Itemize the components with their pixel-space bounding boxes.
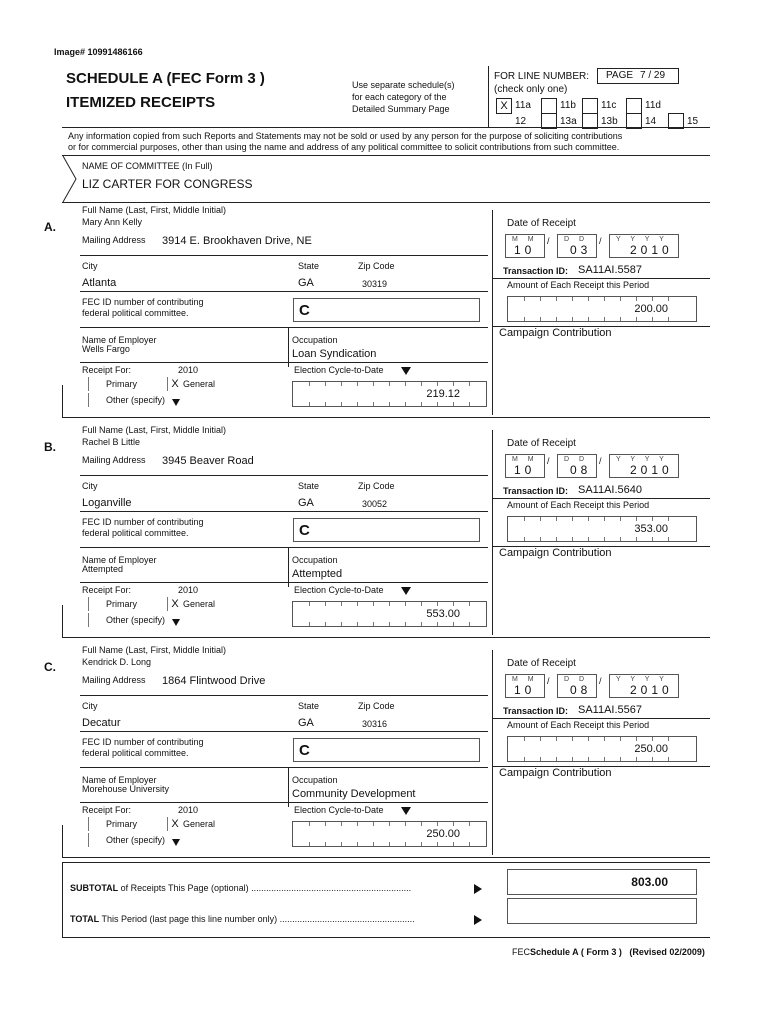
date-yyyy-label: Y Y Y Y bbox=[616, 236, 668, 243]
transaction-id-label: Transaction ID: bbox=[503, 486, 569, 496]
address-rule bbox=[80, 695, 488, 696]
date-dd-label: D D bbox=[564, 236, 589, 243]
general-label: General bbox=[183, 819, 216, 829]
subtotal-arrow-icon bbox=[474, 884, 482, 894]
employer-divider bbox=[288, 767, 289, 807]
line-11d-label: 11d bbox=[645, 100, 661, 111]
transaction-rule bbox=[492, 718, 710, 719]
subtotal-field[interactable] bbox=[507, 869, 697, 895]
occupation-label: Occupation bbox=[292, 775, 338, 785]
date-month-field[interactable] bbox=[505, 674, 545, 698]
full-name-label: Full Name (Last, First, Middle Initial) bbox=[82, 425, 227, 435]
election-cycle-dropdown-icon[interactable] bbox=[401, 807, 411, 815]
date-dd-label: D D bbox=[564, 676, 589, 683]
schedule-subtitle: ITEMIZED RECEIPTS bbox=[66, 94, 216, 111]
entry-left-rule bbox=[62, 825, 63, 857]
receipt-for-label: Receipt For: bbox=[82, 805, 132, 815]
total-label: TOTAL This Period (last page this line number only) ...................................................... bbox=[70, 914, 415, 924]
employer-label: Name of Employer bbox=[82, 775, 157, 785]
fec-id-label-2: federal political committee. bbox=[82, 308, 189, 318]
date-sep: / bbox=[547, 676, 550, 686]
city-label: City bbox=[82, 481, 98, 491]
fec-id-label-2: federal political committee. bbox=[82, 748, 189, 758]
election-cycle-dropdown-icon[interactable] bbox=[401, 367, 411, 375]
line-13b-label: 13b bbox=[601, 116, 618, 127]
cycle-to-date-value: 219.12 bbox=[426, 388, 460, 400]
date-month: 10 bbox=[514, 463, 536, 477]
page-label: PAGE bbox=[606, 70, 634, 81]
entry-bottom-rule bbox=[62, 417, 710, 418]
amount-value: 250.00 bbox=[634, 743, 668, 755]
mailing-address-value: 3914 E. Brookhaven Drive, NE bbox=[162, 235, 312, 247]
for-line-number-label: FOR LINE NUMBER: bbox=[494, 71, 590, 82]
mailing-address-label: Mailing Address bbox=[82, 455, 146, 465]
fec-id-field[interactable] bbox=[293, 738, 480, 762]
occupation-value: Attempted bbox=[292, 568, 343, 580]
subtotal-label: SUBTOTAL of Receipts This Page (optional) ................................................................ bbox=[70, 883, 412, 893]
zip-label: Zip Code bbox=[358, 481, 395, 491]
date-day: 08 bbox=[570, 463, 592, 477]
date-day-field[interactable] bbox=[557, 234, 597, 258]
contributor-name: Kendrick D. Long bbox=[82, 657, 152, 667]
other-dropdown-icon[interactable] bbox=[172, 839, 180, 846]
fec-rule bbox=[80, 327, 488, 328]
date-month-field[interactable] bbox=[505, 234, 545, 258]
other-label: Other (specify) bbox=[106, 835, 166, 845]
date-mm-label: M M bbox=[512, 456, 538, 463]
date-of-receipt-label: Date of Receipt bbox=[507, 658, 576, 669]
committee-chevron-icon bbox=[62, 155, 82, 203]
amount-field[interactable] bbox=[507, 296, 697, 322]
disclaimer-line-2: or for commercial purposes, other than using the name and address of any political committee to solicit contributions from such committee. bbox=[68, 142, 620, 152]
transaction-id-value: SA11AI.5567 bbox=[578, 704, 643, 716]
total-field[interactable] bbox=[507, 898, 697, 924]
entry-left-rule bbox=[62, 605, 63, 637]
amount-value: 353.00 bbox=[634, 523, 668, 535]
date-sep: / bbox=[547, 236, 550, 246]
transaction-id-value: SA11AI.5587 bbox=[578, 264, 643, 276]
line-15-label: 15 bbox=[687, 116, 699, 127]
occupation-value: Community Development bbox=[292, 788, 416, 800]
check-only-one: (check only one) bbox=[494, 84, 568, 95]
zip-value: 30316 bbox=[362, 719, 388, 729]
entry-bottom-rule bbox=[62, 857, 710, 858]
zip-label: Zip Code bbox=[358, 701, 395, 711]
fec-id-label-1: FEC ID number of contributing bbox=[82, 297, 204, 307]
fec-rule bbox=[80, 767, 488, 768]
totals-bottom-rule bbox=[62, 937, 710, 938]
header-bottom-rule bbox=[62, 127, 710, 128]
date-year-field[interactable] bbox=[609, 454, 679, 478]
date-mm-label: M M bbox=[512, 236, 538, 243]
line-11a-checkbox[interactable]: X bbox=[496, 98, 512, 114]
amount-label: Amount of Each Receipt this Period bbox=[507, 500, 650, 510]
instruction-line-1: Use separate schedule(s) bbox=[352, 80, 455, 90]
amount-value: 200.00 bbox=[634, 303, 668, 315]
date-month: 10 bbox=[514, 683, 536, 697]
line-11c-label: 11c bbox=[601, 100, 617, 111]
occupation-label: Occupation bbox=[292, 335, 338, 345]
contributor-name: Rachel B Little bbox=[82, 437, 141, 447]
city-value: Atlanta bbox=[82, 277, 117, 289]
date-of-receipt-label: Date of Receipt bbox=[507, 438, 576, 449]
amount-field[interactable] bbox=[507, 516, 697, 542]
committee-name: LIZ CARTER FOR CONGRESS bbox=[82, 177, 253, 191]
date-sep: / bbox=[599, 236, 602, 246]
right-column-divider bbox=[492, 650, 493, 855]
city-rule bbox=[80, 291, 488, 292]
employer-value: Wells Fargo bbox=[82, 344, 130, 354]
committee-label: NAME OF COMMITTEE (In Full) bbox=[82, 161, 213, 171]
state-value: GA bbox=[298, 717, 314, 729]
other-label: Other (specify) bbox=[106, 395, 166, 405]
fec-id-label-1: FEC ID number of contributing bbox=[82, 737, 204, 747]
date-day: 03 bbox=[570, 243, 592, 257]
cycle-to-date-field[interactable] bbox=[292, 821, 487, 847]
primary-checkbox[interactable] bbox=[88, 817, 103, 831]
right-column-divider bbox=[492, 430, 493, 635]
right-column-divider bbox=[492, 210, 493, 415]
general-checkbox[interactable]: X bbox=[167, 597, 182, 611]
line-11b-checkbox[interactable] bbox=[541, 98, 557, 114]
primary-label: Primary bbox=[106, 379, 137, 389]
line-11c-checkbox[interactable] bbox=[582, 98, 598, 114]
fec-id-prefix: C bbox=[299, 302, 310, 319]
zip-label: Zip Code bbox=[358, 261, 395, 271]
fec-id-label-2: federal political committee. bbox=[82, 528, 189, 538]
date-yyyy-label: Y Y Y Y bbox=[616, 456, 668, 463]
date-mm-label: M M bbox=[512, 676, 538, 683]
date-yyyy-label: Y Y Y Y bbox=[616, 676, 668, 683]
state-label: State bbox=[298, 481, 320, 491]
primary-label: Primary bbox=[106, 599, 137, 609]
amount-field[interactable] bbox=[507, 736, 697, 762]
employer-label: Name of Employer bbox=[82, 555, 157, 565]
city-value: Loganville bbox=[82, 497, 132, 509]
committee-bottom-rule bbox=[62, 202, 710, 203]
state-value: GA bbox=[298, 277, 314, 289]
entry-bottom-rule bbox=[62, 637, 710, 638]
transaction-rule bbox=[492, 278, 710, 279]
date-day: 08 bbox=[570, 683, 592, 697]
date-month-field[interactable] bbox=[505, 454, 545, 478]
cycle-to-date-field[interactable] bbox=[292, 381, 487, 407]
occupation-label: Occupation bbox=[292, 555, 338, 565]
entry-letter: B. bbox=[44, 440, 56, 454]
cycle-to-date-field[interactable] bbox=[292, 601, 487, 627]
line-11b-label: 11b bbox=[560, 100, 576, 111]
memo-text: Campaign Contribution bbox=[499, 547, 612, 559]
receipt-for-label: Receipt For: bbox=[82, 585, 132, 595]
amount-label: Amount of Each Receipt this Period bbox=[507, 720, 650, 730]
totals-top-rule bbox=[62, 862, 710, 863]
employer-rule bbox=[80, 362, 488, 363]
receipt-year: 2010 bbox=[178, 585, 199, 595]
election-cycle-dropdown-icon[interactable] bbox=[401, 587, 411, 595]
fec-rule bbox=[80, 547, 488, 548]
general-checkbox[interactable]: X bbox=[167, 817, 182, 831]
line-14-label: 14 bbox=[645, 116, 657, 127]
schedule-title: SCHEDULE A (FEC Form 3 ) bbox=[66, 70, 265, 87]
transaction-rule bbox=[492, 498, 710, 499]
totals-left-rule bbox=[62, 862, 63, 937]
line-11a-label: 11a bbox=[515, 100, 531, 111]
mailing-address-value: 3945 Beaver Road bbox=[162, 455, 254, 467]
mailing-address-label: Mailing Address bbox=[82, 675, 146, 685]
employer-value: Attempted bbox=[82, 564, 124, 574]
state-label: State bbox=[298, 701, 320, 711]
entry-left-rule bbox=[62, 385, 63, 417]
other-label: Other (specify) bbox=[106, 615, 166, 625]
committee-top-rule bbox=[62, 155, 710, 156]
date-dd-label: D D bbox=[564, 456, 589, 463]
election-cycle-label: Election Cycle-to-Date bbox=[294, 585, 384, 595]
instruction-line-2: for each category of the bbox=[352, 92, 447, 102]
page-value: 7 / 29 bbox=[640, 70, 666, 81]
city-label: City bbox=[82, 261, 98, 271]
fec-id-field[interactable] bbox=[293, 298, 480, 322]
address-rule bbox=[80, 475, 488, 476]
date-day-field[interactable] bbox=[557, 454, 597, 478]
employer-divider bbox=[288, 327, 289, 367]
date-year-field[interactable] bbox=[609, 234, 679, 258]
primary-checkbox[interactable] bbox=[88, 377, 103, 391]
mailing-address-label: Mailing Address bbox=[82, 235, 146, 245]
general-checkbox[interactable]: X bbox=[167, 377, 182, 391]
header-divider bbox=[488, 66, 489, 127]
fec-id-field[interactable] bbox=[293, 518, 480, 542]
date-year: 2010 bbox=[630, 463, 673, 477]
amount-label: Amount of Each Receipt this Period bbox=[507, 280, 650, 290]
other-dropdown-icon[interactable] bbox=[172, 619, 180, 626]
date-month: 10 bbox=[514, 243, 536, 257]
occupation-value: Loan Syndication bbox=[292, 348, 377, 360]
full-name-label: Full Name (Last, First, Middle Initial) bbox=[82, 205, 227, 215]
cycle-to-date-value: 250.00 bbox=[426, 828, 460, 840]
date-sep: / bbox=[599, 456, 602, 466]
transaction-id-label: Transaction ID: bbox=[503, 706, 569, 716]
page-box bbox=[597, 68, 679, 84]
general-label: General bbox=[183, 379, 216, 389]
date-sep: / bbox=[547, 456, 550, 466]
city-rule bbox=[80, 511, 488, 512]
instruction-line-3: Detailed Summary Page bbox=[352, 104, 450, 114]
date-of-receipt-label: Date of Receipt bbox=[507, 218, 576, 229]
other-checkbox[interactable] bbox=[88, 393, 103, 407]
state-value: GA bbox=[298, 497, 314, 509]
memo-text: Campaign Contribution bbox=[499, 767, 612, 779]
transaction-id-label: Transaction ID: bbox=[503, 266, 569, 276]
transaction-id-value: SA11AI.5640 bbox=[578, 484, 643, 496]
receipt-year: 2010 bbox=[178, 365, 199, 375]
employer-value: Morehouse University bbox=[82, 784, 170, 794]
line-13a-label: 13a bbox=[560, 116, 577, 127]
contributor-name: Mary Ann Kelly bbox=[82, 217, 143, 227]
date-day-field[interactable] bbox=[557, 674, 597, 698]
total-arrow-icon bbox=[474, 915, 482, 925]
other-dropdown-icon[interactable] bbox=[172, 399, 180, 406]
image-id: Image# 10991486166 bbox=[54, 47, 143, 57]
fec-id-prefix: C bbox=[299, 522, 310, 539]
other-checkbox[interactable] bbox=[88, 613, 103, 627]
cycle-to-date-value: 553.00 bbox=[426, 608, 460, 620]
date-year: 2010 bbox=[630, 683, 673, 697]
other-checkbox[interactable] bbox=[88, 833, 103, 847]
city-value: Decatur bbox=[82, 717, 121, 729]
election-cycle-label: Election Cycle-to-Date bbox=[294, 805, 384, 815]
date-year: 2010 bbox=[630, 243, 673, 257]
zip-value: 30052 bbox=[362, 499, 388, 509]
fec-id-prefix: C bbox=[299, 742, 310, 759]
mailing-address-value: 1864 Flintwood Drive bbox=[162, 675, 266, 687]
memo-text: Campaign Contribution bbox=[499, 327, 612, 339]
footer: FECSchedule A ( Form 3 ) (Revised 02/2009) bbox=[512, 947, 705, 957]
disclaimer-line-1: Any information copied from such Reports and Statements may not be sold or used by any person for the purpose of soliciting contributions bbox=[68, 131, 623, 141]
election-cycle-label: Election Cycle-to-Date bbox=[294, 365, 384, 375]
primary-label: Primary bbox=[106, 819, 137, 829]
line-12-label: 12 bbox=[515, 116, 527, 127]
general-label: General bbox=[183, 599, 216, 609]
employer-rule bbox=[80, 802, 488, 803]
employer-label: Name of Employer bbox=[82, 335, 157, 345]
employer-divider bbox=[288, 547, 289, 587]
primary-checkbox[interactable] bbox=[88, 597, 103, 611]
state-label: State bbox=[298, 261, 320, 271]
city-rule bbox=[80, 731, 488, 732]
address-rule bbox=[80, 255, 488, 256]
fec-id-label-1: FEC ID number of contributing bbox=[82, 517, 204, 527]
date-sep: / bbox=[599, 676, 602, 686]
date-year-field[interactable] bbox=[609, 674, 679, 698]
zip-value: 30319 bbox=[362, 279, 388, 289]
employer-rule bbox=[80, 582, 488, 583]
full-name-label: Full Name (Last, First, Middle Initial) bbox=[82, 645, 227, 655]
subtotal-value: 803.00 bbox=[631, 875, 668, 889]
receipt-year: 2010 bbox=[178, 805, 199, 815]
entry-letter: C. bbox=[44, 660, 56, 674]
receipt-for-label: Receipt For: bbox=[82, 365, 132, 375]
line-11d-checkbox[interactable] bbox=[626, 98, 642, 114]
city-label: City bbox=[82, 701, 98, 711]
entry-letter: A. bbox=[44, 220, 56, 234]
